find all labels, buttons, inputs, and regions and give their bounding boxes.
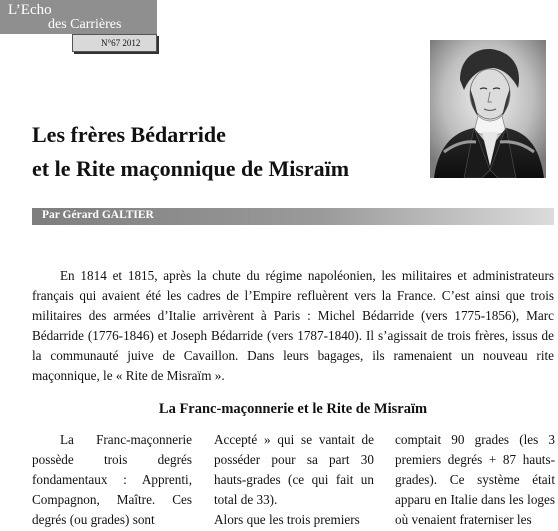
intro-paragraph-block (32, 266, 554, 386)
masthead-title-line2: des Carrières (48, 17, 122, 32)
article-title-line1: Les frères Bédarride (32, 122, 226, 147)
issue-number: N°67 2012 (101, 38, 141, 48)
column-3-text: comptait 90 grades (les 3 premiers degrés + 87 hauts-grades). Ce système était apparu en Italie dans les loges où venaient fraterniser les (395, 432, 555, 527)
column-1-text: La Franc-maçonnerie possède trois degrés fondamentaux : Apprenti, Compagnon, Maître. Ces degrés (ou grades) sont (32, 432, 192, 527)
column-3 (395, 430, 555, 530)
intro-paragraph: En 1814 et 1815, après la chute du régime napoléonien, les militaires et administrateurs français qui avaient été les cadres de l’Empire refluèrent vers la France. C’est ainsi que trois militaires des armées d’Italie arrivèrent à Paris : Michel Bédarride (vers 1775-1856), Marc Bédarride (1776-1846) et Joseph Bédarride (vers 1787-1840). Il s’agissait de trois frères, issus de la communauté juive de Cavaillon. Dans leurs bagages, ils ramenaient un nouveau rite maçonnique, le « Rite de Misraïm ». (32, 268, 554, 383)
issue-box (72, 34, 157, 52)
article-title-line2: et le Rite maçonnique de Misraïm (32, 156, 350, 181)
masthead (0, 0, 157, 34)
portrait-engraving-icon (430, 40, 546, 178)
author-byline: Par Gérard GALTIER (42, 209, 154, 221)
column-2-paragraph-1: Accepté » qui se vantait de posséder pour sa part 30 hauts-grades (ce qui fait un total de 33). (214, 432, 374, 507)
column-2 (214, 430, 374, 530)
masthead-title-line1: L’Echo (8, 2, 52, 18)
author-bar (32, 208, 554, 225)
column-2-paragraph-2: Alors que les trois premiers (214, 512, 360, 527)
article-title (32, 118, 349, 186)
section-heading: La Franc-maçonnerie et le Rite de Misraïm (158, 401, 428, 417)
column-1 (32, 430, 192, 530)
